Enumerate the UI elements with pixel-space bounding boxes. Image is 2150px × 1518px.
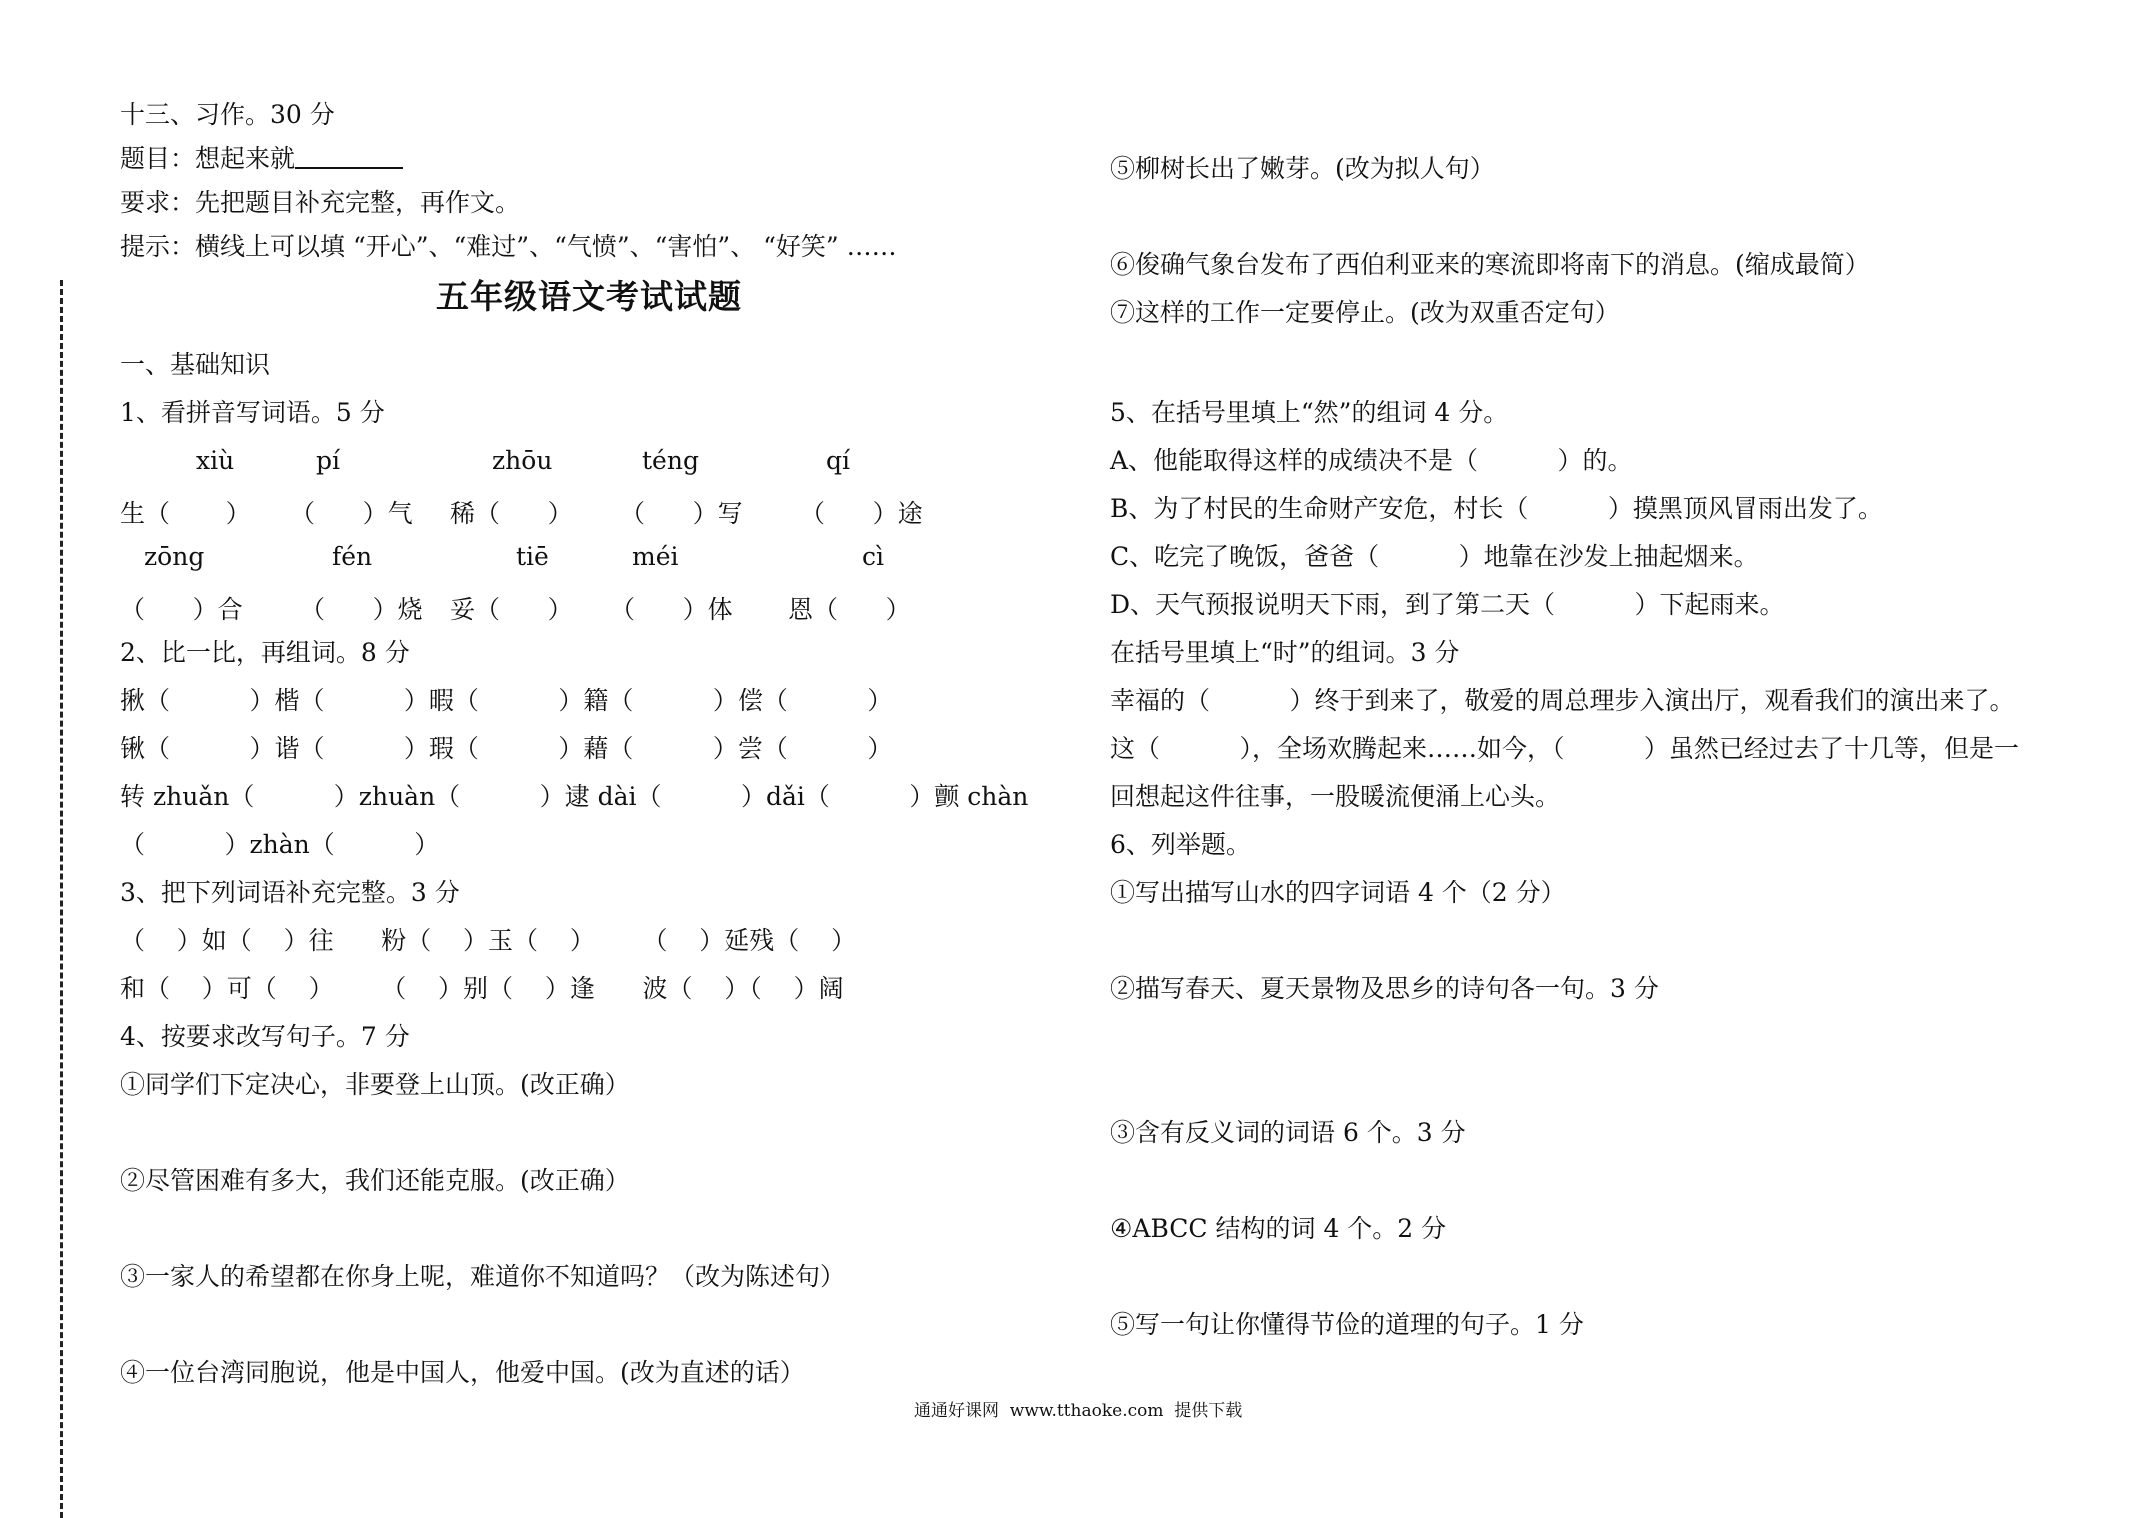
composition-hint: 提示：横线上可以填 “开心”、“难过”、“气愤”、“害怕”、 “好笑” …… xyxy=(120,232,897,261)
pinyin: tiē xyxy=(516,542,549,571)
q6-item: ②描写春天、夏天景物及思乡的诗句各一句。3 分 xyxy=(1110,974,1659,1003)
q3-row1: （ ）如（ ）往 粉（ ）玉（ ） （ ）延残（ ） xyxy=(120,926,857,955)
composition-requirement: 要求：先把题目补充完整，再作文。 xyxy=(120,188,521,217)
q5-item: B、为了村民的生命财产安危，村长（ ）摸黑顶风冒雨出发了。 xyxy=(1110,494,1883,523)
word-blank: （ ）写 xyxy=(620,499,743,528)
composition-heading: 十三、习作。30 分 xyxy=(120,100,335,129)
q2-heading: 2、比一比，再组词。8 分 xyxy=(120,638,410,667)
q5-sub-heading: 在括号里填上“时”的组词。3 分 xyxy=(1110,638,1460,667)
q4-item: ③一家人的希望都在你身上呢，难道你不知道吗？（改为陈述句） xyxy=(120,1262,846,1291)
word-blank: 恩（ ） xyxy=(788,595,911,624)
word-blank: （ ）途 xyxy=(800,499,923,528)
pinyin: cì xyxy=(862,542,884,571)
pinyin: xiù xyxy=(196,446,235,475)
q3-row2: 和（ ）可（ ） （ ）别（ ）逢 波（ ）（ ）阔 xyxy=(120,974,844,1003)
composition-topic-text: 题目：想起来就 xyxy=(120,144,296,173)
q4-item: ⑤柳树长出了嫩芽。(改为拟人句） xyxy=(1110,154,1495,183)
composition-topic xyxy=(120,144,403,174)
q6-heading: 6、列举题。 xyxy=(1110,830,1251,859)
q2-row1: 揪（ ）楷（ ）暇（ ）籍（ ）偿（ ） xyxy=(120,686,893,715)
q5-item: C、吃完了晚饭，爸爸（ ）地靠在沙发上抽起烟来。 xyxy=(1110,542,1759,571)
pinyin: pí xyxy=(316,446,340,475)
q1-heading: 1、看拼音写词语。5 分 xyxy=(120,398,385,427)
topic-blank-line xyxy=(295,145,403,169)
word-blank: 稀（ ） xyxy=(450,499,573,528)
footer-source: 通通好课网 www.tthaoke.com 提供下载 xyxy=(914,1401,1243,1421)
q6-item: ③含有反义词的词语 6 个。3 分 xyxy=(1110,1118,1466,1147)
q4-item: ⑦这样的工作一定要停止。(改为双重否定句） xyxy=(1110,298,1620,327)
word-blank: （ ）合 xyxy=(120,595,243,624)
q2-row2: 锹（ ）谐（ ）瑕（ ）藉（ ）尝（ ） xyxy=(120,734,893,763)
pinyin: qí xyxy=(826,446,850,475)
q3-heading: 3、把下列词语补充完整。3 分 xyxy=(120,878,460,907)
q6-item: ①写出描写山水的四字词语 4 个（2 分） xyxy=(1110,878,1566,907)
exam-title: 五年级语文考试试题 xyxy=(436,277,742,316)
word-blank: （ ）气 xyxy=(290,499,413,528)
q5-para-line: 回想起这件往事，一股暖流便涌上心头。 xyxy=(1110,782,1561,811)
q5-heading: 5、在括号里填上“然”的组词 4 分。 xyxy=(1110,398,1509,427)
pinyin: zōng xyxy=(144,542,205,571)
pinyin: téng xyxy=(642,446,699,475)
q2-row4: （ ）zhàn（ ） xyxy=(120,830,440,859)
pinyin: fén xyxy=(332,542,373,571)
q4-item: ⑥俊确气象台发布了西伯利亚来的寒流即将南下的消息。(缩成最简） xyxy=(1110,250,1870,279)
word-blank: （ ）烧 xyxy=(300,595,423,624)
q4-item: ②尽管困难有多大，我们还能克服。(改正确） xyxy=(120,1166,630,1195)
q5-item: D、天气预报说明天下雨，到了第二天（ ）下起雨来。 xyxy=(1110,590,1785,619)
q4-heading: 4、按要求改写句子。7 分 xyxy=(120,1022,410,1051)
fold-dashed-line xyxy=(60,280,63,1518)
q5-para-line: 这（ ），全场欢腾起来……如今，（ ）虽然已经过去了十几等，但是一 xyxy=(1110,734,2019,763)
q6-item: ⑤写一句让你懂得节俭的道理的句子。1 分 xyxy=(1110,1310,1584,1339)
pinyin: méi xyxy=(632,542,679,571)
word-blank: 妥（ ） xyxy=(450,595,573,624)
q4-item: ①同学们下定决心，非要登上山顶。(改正确） xyxy=(120,1070,630,1099)
word-blank: （ ）体 xyxy=(610,595,733,624)
pinyin: zhōu xyxy=(492,446,553,475)
q6-item: ④ABCC 结构的词 4 个。2 分 xyxy=(1110,1214,1447,1243)
word-blank: 生（ ） xyxy=(120,499,251,528)
q5-item: A、他能取得这样的成绩决不是（ ）的。 xyxy=(1110,446,1633,475)
q4-item: ④一位台湾同胞说，他是中国人，他爱中国。(改为直述的话） xyxy=(120,1358,805,1387)
section-basic-knowledge: 一、基础知识 xyxy=(120,350,271,379)
q2-row3: 转 zhuǎn（ ）zhuàn（ ）逮 dài（ ）dǎi（ ）颤 chàn xyxy=(120,782,1029,811)
q5-para-line: 幸福的（ ）终于到来了，敬爱的周总理步入演出厅，观看我们的演出来了。 xyxy=(1110,686,2015,715)
